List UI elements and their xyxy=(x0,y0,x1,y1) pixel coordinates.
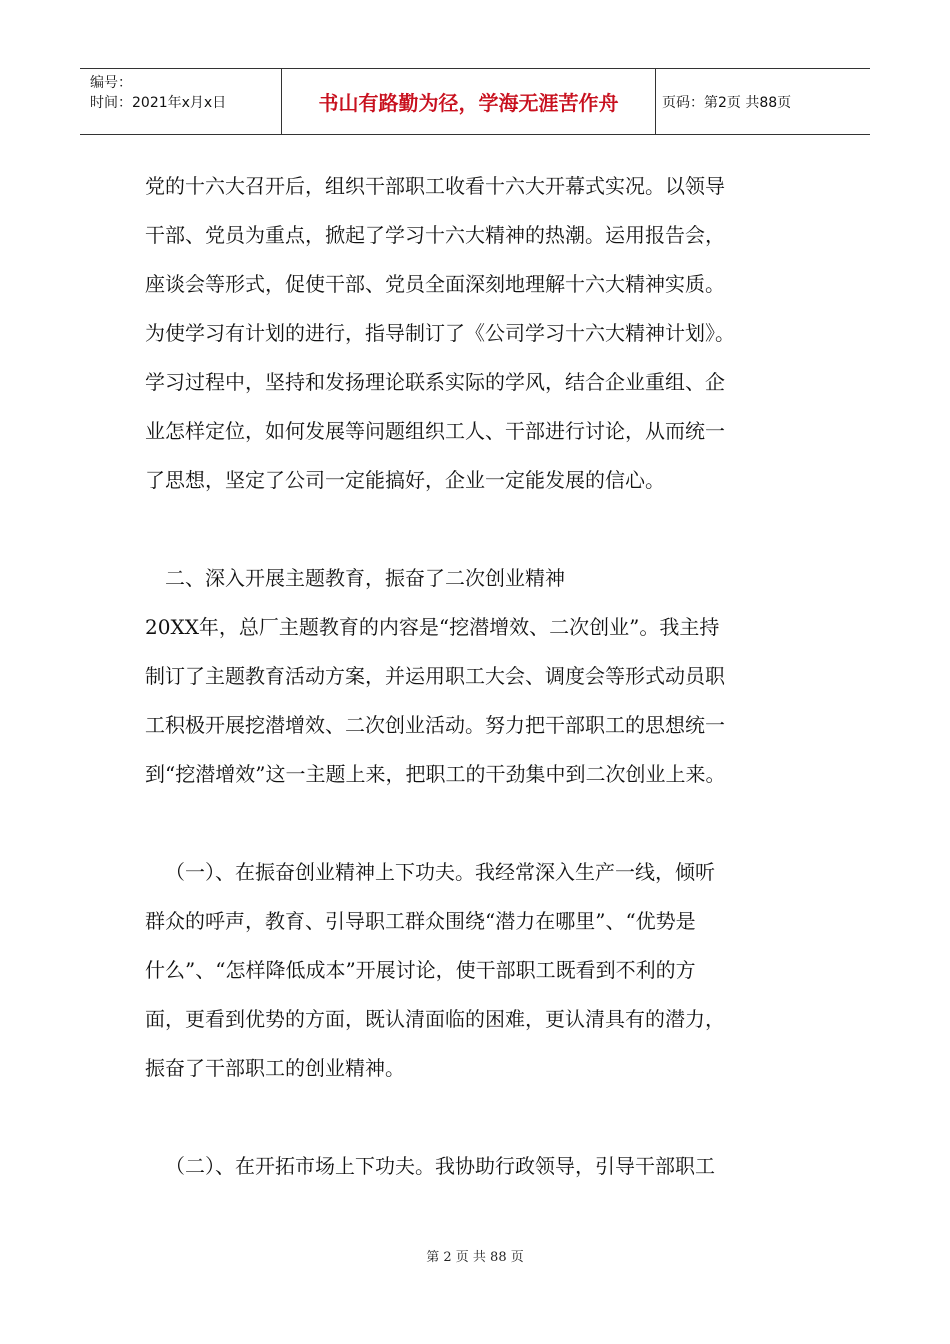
body-line: 群众的呼声，教育、引导职工群众围绕“潜力在哪里”、“优势是 xyxy=(145,909,696,933)
body-line: （二）、在开拓市场上下功夫。我协助行政领导，引导干部职工 xyxy=(165,1154,715,1178)
body-line: 面，更看到优势的方面，既认清面临的困难，更认清具有的潜力， xyxy=(145,1007,725,1031)
header-meta xyxy=(80,69,282,134)
body-line: 制订了主题教育活动方案，并运用职工大会、调度会等形式动员职 xyxy=(145,664,725,688)
body-line: 振奋了干部职工的创业精神。 xyxy=(145,1056,405,1080)
section-heading: 二、深入开展主题教育，振奋了二次创业精神 xyxy=(165,566,565,590)
paragraph-gap xyxy=(145,1093,815,1142)
body-line: （一）、在振奋创业精神上下功夫。我经常深入生产一线，倾听 xyxy=(165,860,715,884)
body-line: 干部、党员为重点，掀起了学习十六大精神的热潮。运用报告会， xyxy=(145,223,725,247)
body-line: 20XX年，总厂主题教育的内容是“挖潜增效、二次创业”。我主持 xyxy=(145,615,720,639)
page-footer: 第 2 页 共 88 页 xyxy=(426,1250,524,1265)
body-line: 到“挖潜增效”这一主题上来，把职工的干劲集中到二次创业上来。 xyxy=(145,762,726,786)
document-body xyxy=(145,162,815,1191)
body-line: 工积极开展挖潜增效、二次创业活动。努力把干部职工的思想统一 xyxy=(145,713,725,737)
body-line: 座谈会等形式，促使干部、党员全面深刻地理解十六大精神实质。 xyxy=(145,272,725,296)
body-line: 了思想，坚定了公司一定能搞好，企业一定能发展的信心。 xyxy=(145,468,665,492)
page-header xyxy=(80,68,870,135)
body-line: 党的十六大召开后，组织干部职工收看十六大开幕式实况。以领导 xyxy=(145,174,725,198)
header-motto: 书山有路勤为径，学海无涯苦作舟 xyxy=(282,69,656,134)
body-line: 业怎样定位，如何发展等问题组织工人、干部进行讨论，从而统一 xyxy=(145,419,725,443)
paragraph-gap xyxy=(145,799,815,848)
body-line: 什么”、“怎样降低成本”开展讨论，使干部职工既看到不利的方 xyxy=(145,958,696,982)
paragraph-gap xyxy=(145,505,815,554)
document-time-label: 时间：2021年x月x日 xyxy=(90,95,227,111)
body-line: 学习过程中，坚持和发扬理论联系实际的学风，结合企业重组、企 xyxy=(145,370,725,394)
document-number-label: 编号： xyxy=(90,75,132,91)
header-page-info: 页码：第2页 共88页 xyxy=(662,94,792,111)
body-line: 为使学习有计划的进行，指导制订了《公司学习十六大精神计划》。 xyxy=(145,321,735,345)
